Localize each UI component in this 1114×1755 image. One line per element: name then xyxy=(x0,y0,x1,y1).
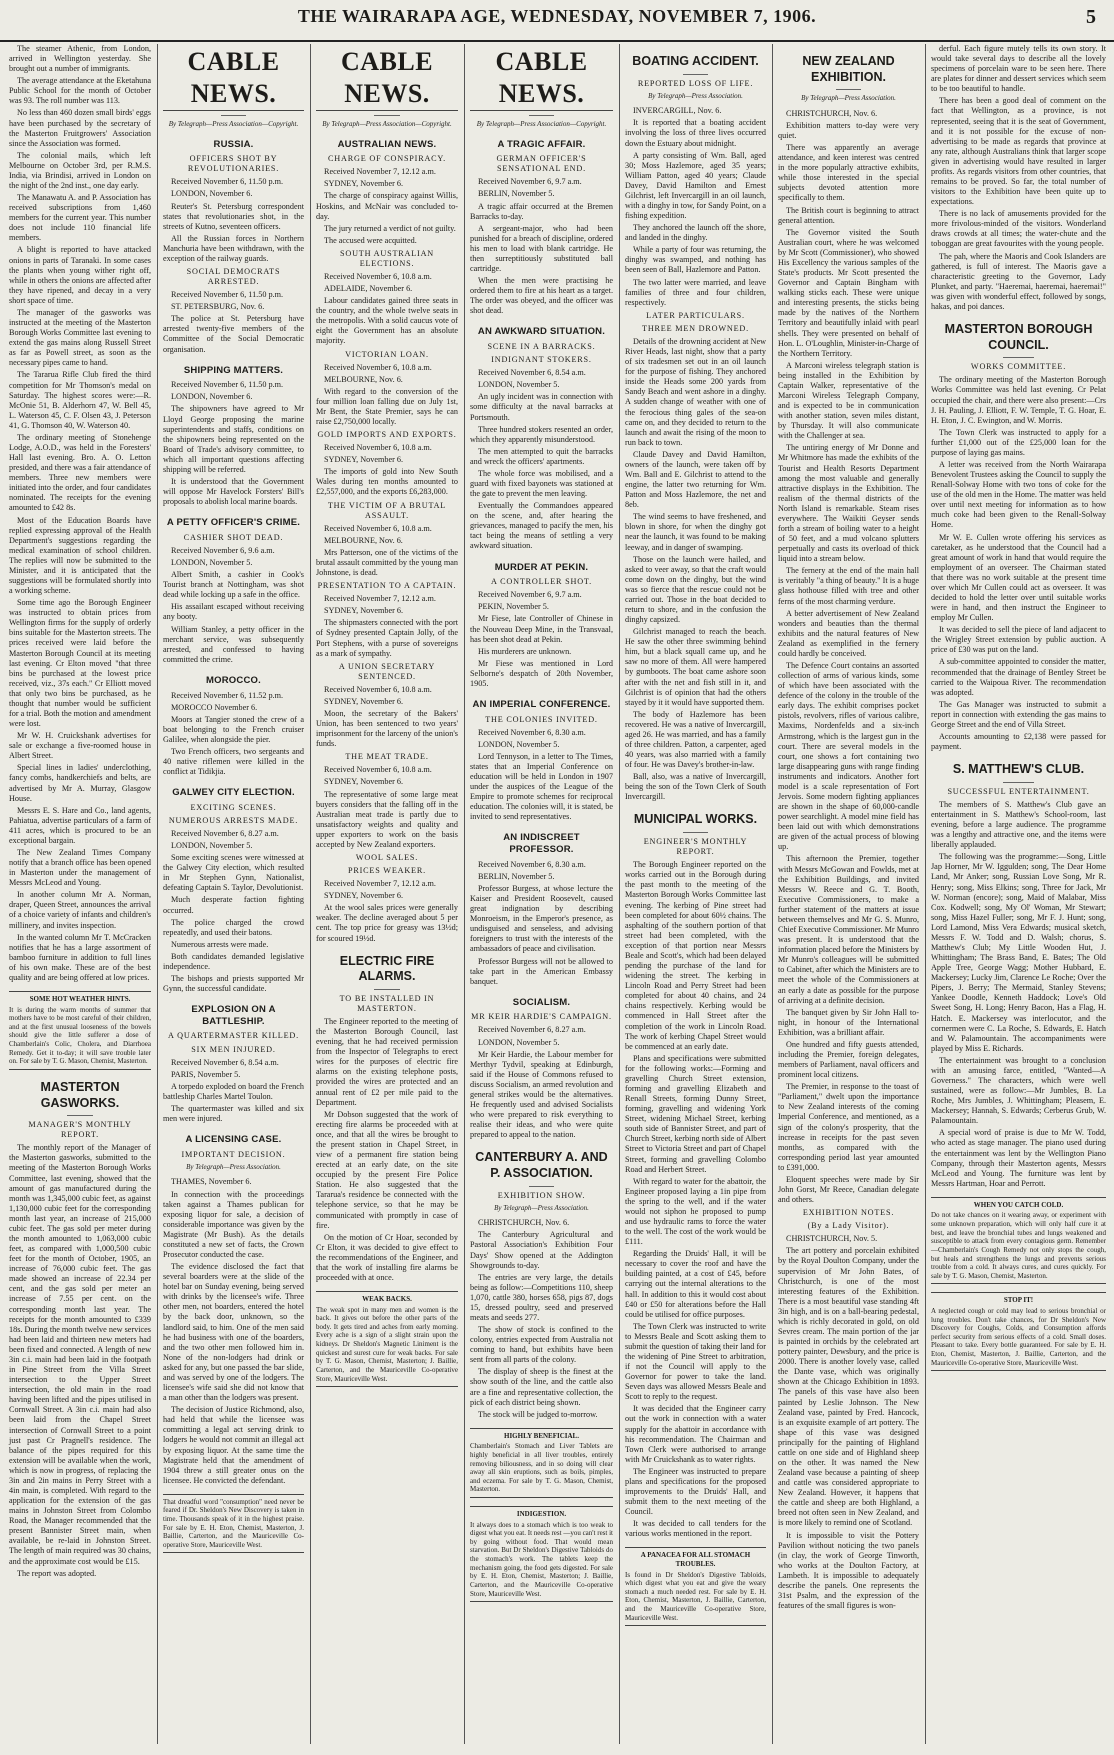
paragraph: Received November 6, 8.54 a.m. xyxy=(171,1057,279,1067)
advertisement-text: The weak spot in many men and women is the back. It gives out before the other parts of the body. It gets tired and aches from early morning. Every ache is a sign of a slight strain upon the kidneys. Dr Sheldon's Magnetic Liniment is the quickest and surest cure for weak backs. For sale by T. G. Mason, Chemist, Masterton; J. Baillie, Carterton, and the Mauriceville Co-operative Store, Mauriceville West. xyxy=(316,1305,458,1383)
paragraph: The Town Clerk was instructed to write to Messrs Beale and Scott asking them to submit the question of taking their land for the widening of Pine Street to arbitration, if not the Council will apply to the Governor for power to take the land. Seven days was allowed Messrs Beale and Scott to reply to the request. xyxy=(625,1321,766,1402)
paragraph: LONDON, November 5. xyxy=(171,841,253,851)
paragraph: A sergeant-major, who had been punished for a breach of discipline, ordered his men to load with blank cartridge. He then surreptitiously substituted ball cartridge. xyxy=(470,223,613,273)
advertisement-title: SOME HOT WEATHER HINTS. xyxy=(29,995,131,1004)
paragraph: All the Russian forces in Northern Manchuria have been withdrawn, with the exception of the railway guards. xyxy=(163,233,304,263)
paragraph: Mr W. H. Cruickshank advertises for sale or exchange a five-roomed house in Albert Street. xyxy=(9,731,151,761)
divider xyxy=(374,989,400,990)
subheading: IMPORTANT DECISION. xyxy=(181,1149,286,1159)
paragraph: Ball, also, was a native of Invercargill, being the son of the Town Clerk of South Invercargill. xyxy=(625,772,766,802)
section-title: CABLE NEWS. xyxy=(316,46,458,111)
subheading: NUMEROUS ARRESTS MADE. xyxy=(168,815,299,825)
paragraph: Claude Davey and David Hamilton, owners of the launch, were taken off by Wm. Ball and E. Gilchrist to attend to the engine, the latter two returning for Wm. Patton and Moss Hazlemore, the net and 8eb. xyxy=(625,449,766,510)
subheading: MR KEIR HARDIE'S CAMPAIGN. xyxy=(471,1012,612,1022)
subheading: THREE MEN DROWNED. xyxy=(642,323,749,333)
paragraph: The Tararua Rifle Club fired the third competition for Mr Thomson's medal on Saturday. The highest scores were:—R. McOnie 51, B. Alderhorn 47, W. Bell 45, L. Waterson 45, C. F. Olsen 43, J. Peterson 41, G. Thomson 40, W. Waterson 40. xyxy=(9,370,151,430)
paragraph: The New Zealand Times Company notify that a branch office has been opened in Masterton under the management of Messrs McLeod and Young. xyxy=(9,848,151,888)
advertisement-text: Chamberlain's Stomach and Liver Tablets are highly beneficial in all liver troubles, entirely removing biliousness, and in so doing will clear away all skin eruptions, such as boils, pimples, and eczema. For sale by T. G. Mason, Chemist, Masterton. xyxy=(470,1442,613,1494)
subheading: THE COLONIES INVITED. xyxy=(485,714,598,724)
paragraph: Professor Burgess, at whose lecture the Kaiser and President Roosevelt, caused great indignation by describing Monroeism, in the Emperor's presence, as undisguised and senseless, and advising foreigners to trust with the interests of the ambassadors of peace and civilisation. xyxy=(470,883,613,954)
subheading: WORKS COMMITTEE. xyxy=(970,362,1067,372)
advertisement-title: HIGHLY BENEFICIAL. xyxy=(504,1431,579,1440)
paragraph: Mr Keir Hardie, the Labour member for Merthyr Tydvil, speaking at Edinburgh, said if the House of Commons refused to discuss Socialism, an armed revolution and general strikes would be the alternatives. He frequently used and advised Socialists who were prepared to risk everything to realise their ideas, and who were quite prepared to appeal to the nation. xyxy=(470,1049,613,1140)
paragraph: A sub-committee appointed to consider the matter, recommended that the drainage of Bentley Street be carried to the Waipoua River. The recommendation was adopted. xyxy=(931,657,1106,697)
paragraph: One hundred and fifty guests attended, including the Premier, foreign delegates, members of Parliament, naval officers and prominent local citizens. xyxy=(778,1039,919,1080)
paragraph: Received November 7, 12.12 a.m. xyxy=(324,879,436,889)
paragraph: The manager of the gasworks was instructed at the meeting of the Masterton Borough Works Committee last evening to extend the gas mains along Russell Street as far as Powell street, as soon as the necessary pipes came to hand. xyxy=(9,307,151,368)
paragraph: It was decided that the Engineer carry out the work in connection with a water supply for the abattoir in accordance with his recommendation. The Chairman and Town Clerk were authorised to arrange with Mr Cruickshank as to water rights. xyxy=(625,1404,766,1464)
divider xyxy=(374,115,400,116)
article-headline: ELECTRIC FIRE ALARMS. xyxy=(339,953,435,984)
subheading: ENGINEER'S MONTHLY REPORT. xyxy=(643,837,748,857)
subheading: LATER PARTICULARS. xyxy=(646,310,745,320)
paragraph: There has been a good deal of comment on the fact that Wellington, as a province, is not represented, seeing that it is the seat of Government, and it is not possible for the excuse of non-advertising to be made as regards that province at any rate, although Australians think that larger scope given in advertising would have resulted in larger profits. As regards visitors from other countries, that remains to be proved. So far, the total number of visitors to the Exhibition have been quite up to expectations. xyxy=(931,96,1106,207)
advertisement xyxy=(470,1428,613,1498)
paragraph: The police charged the crowd repeatedly, and used their batons. xyxy=(163,917,304,937)
paragraph: It is understood that the Government will oppose Mr Havelock Forsters' Bill's proposals to abolish local marine boards. xyxy=(163,477,304,507)
paragraph: On the motion of Cr Hoar, seconded by Cr Elton, it was decided to give effect to the recommendations of the Engineer, and that the work of installing fire alarms be proceeded with at once. xyxy=(316,1232,458,1282)
paragraph: The jury returned a verdict of not guilty. xyxy=(324,223,456,233)
paragraph: SYDNEY, November 6. xyxy=(324,455,403,465)
paragraph: SYDNEY, November 6. xyxy=(324,179,403,189)
subheading: A QUARTERMASTER KILLED. xyxy=(168,1031,299,1041)
paragraph: They anchored the launch off the shore, and landed in the dinghy. xyxy=(625,223,766,243)
paragraph: Received November 6, 10.8 a.m. xyxy=(324,765,432,775)
paragraph: It was decided to call tenders for the various works mentioned in the report. xyxy=(625,1519,766,1539)
paragraph: The fernery at the end of the main hall is veritably "a thing of beauty." It is a huge glass hothouse filled with tree and other ferns of the most charming verdure. xyxy=(778,566,919,606)
paragraph: The Engineer reported to the meeting of the Masterton Borough Council, last evening, that he had received permission from the Inspector of Telegraphs to erect wires for the purposes of electric fire alarms on the existing telephone posts, provided the wires are protected and an annual rent of £2 per mile paid to the Department. xyxy=(316,1017,458,1107)
advertisement-text: It always does to a stomach which is too weak to digest what you eat. It needs rest —you can't rest it by going without food. That would mean starvation. But Dr Sheldon's Digestive Tabloids do the stomach's work. The tablets keep the mechanism going, the food gets digested. For sale by E. H. Eton, Chemist, Masterton; J. Baillie, Carterton, and the Mauriceville Co-operative Store, Mauriceville West. xyxy=(470,1520,613,1598)
advertisement-title: STOP IT! xyxy=(1003,1296,1034,1305)
advertisement xyxy=(163,1494,304,1554)
paragraph: The entries are very large, the details being as follow:—Competitions 110, sheep 1,070, cattle 380, horses 658, pigs 87, dogs 15, dressed poultry, seed and preserved meats and seeds 277. xyxy=(470,1272,613,1322)
paragraph: The shipmasters connected with the port of Sydney presented Captain Jolly, of the Port Stephens, with a purse of sovereigns as a mark of sympathy. xyxy=(316,618,458,658)
paragraph: Moors at Tangier stoned the crew of a boat belonging to the French cruiser Galilee, when alongside the pier. xyxy=(163,714,304,744)
subheading: A UNION SECRETARY SENTENCED. xyxy=(338,661,436,681)
paragraph: SYDNEY, November 6. xyxy=(324,777,403,787)
advertisement xyxy=(931,1197,1106,1284)
paragraph: There is no lack of amusements provided for the more frivolous-minded of the visitors. Wonderland draws crowds at all times; the water-chute and the toboggan are great favourites with the young people. xyxy=(931,209,1106,249)
paragraph: The Engineer was instructed to prepare plans and specifications for the proposed improvements to the Druids' Hall, and submit them to the next meeting of the Council. xyxy=(625,1466,766,1517)
section-title: CABLE NEWS. xyxy=(163,46,304,111)
paragraph: A torpedo exploded on board the French battleship Charles Martel Toulon. xyxy=(163,1081,304,1101)
paragraph: A letter was received from the North Wairarapa Benevolent Trustees asking the Council to supply the Renall-Solway Home with two tons of coke for the use of the old men in the Home. The matter was held over until next meeting for information as to how much coke had been given to the Renall-Solway Home. xyxy=(931,459,1106,530)
subheading: SUCCESSFUL ENTERTAINMENT. xyxy=(947,786,1090,796)
divider xyxy=(529,115,555,116)
paragraph: The decision of Justice Richmond, also, had held that while the licensee was committing a legal act serving drink to lodgers he would not commit an illegal act by exposing liquor. At the same time the Magistrate held that the amendment of 1904 threw a still greater onus on the licensee. He convicted the defendant. xyxy=(163,1405,304,1485)
subheading: SOCIAL DEMOCRATS ARRESTED. xyxy=(186,267,281,287)
paragraph: His murderers are unknown. xyxy=(478,646,572,656)
paragraph: The accused were acquitted. xyxy=(324,235,417,245)
subheading: OFFICERS SHOT BY REVOLUTIONARIES. xyxy=(187,154,280,174)
subheading: A CONTROLLER SHOT. xyxy=(491,577,592,587)
paragraph: Received November 6, 10.8 a.m. xyxy=(324,523,432,533)
paragraph: MELBOURNE, Nov. 6. xyxy=(324,374,403,384)
advertisement-title: A PANACEA FOR ALL STOMACH TROUBLES. xyxy=(640,1551,751,1569)
paragraph: The men attempted to quit the barracks and wreck the officers' apartments. xyxy=(470,446,613,466)
paragraph: Gilchrist managed to reach the beach. He saw the other three swimming behind him, but a black squall came up, and he saw no more of them. All were hampered by gumboots. The boat came ashore soon after with the net and fish still in it, and Gilchrist is of opinion that had the others stayed by it it would have supported them. xyxy=(625,627,766,707)
paragraph: The entertainment was brought to a conclusion with an amusing farce, entitled, "Wanted—A Governess." The characters, which were well sustained, were as follow:—Mr Jumbles, B. La Roche, Mrs Jumbles, J. Whittingham; Pleasem, E. Mackersey; Hannah, S. Edwards; Cerberus Grub, W. Palamountain. xyxy=(931,1055,1106,1126)
paragraph: MELBOURNE, Nov. 6. xyxy=(324,535,403,545)
paragraph: The body of Hazlemore has been recovered. He was a native of Invercargill, aged 26. He was married, and has a family of three children. Patton, a carpenter, aged 40 years, was also married with a family of four. He was Davey's brother-in-law. xyxy=(625,709,766,770)
advertisement-title: INDIGESTION. xyxy=(516,1510,567,1519)
section-heading: AN INDISCREET PROFESSOR. xyxy=(503,832,580,856)
column-6 xyxy=(773,44,924,1744)
divider xyxy=(683,832,708,833)
paragraph: LONDON, November 5. xyxy=(171,558,253,568)
subheading: WOOL SALES. xyxy=(355,852,419,862)
paragraph: The British court is beginning to attract general attention. xyxy=(778,205,919,225)
paragraph: A party consisting of Wm. Ball, aged 30; Moss Hazlemore, aged 35 years; William Patton, aged 40 years; Claude Davey, David Hamilton and Ernest Gilchrist, left Invercargill in an oil launch, with a dinghy in tow, for Sandy Point, on a fishing expedition. xyxy=(625,150,766,221)
section-heading: AN AWKWARD SITUATION. xyxy=(477,326,606,338)
paragraph: Received November 6, 11.50 p.m. xyxy=(171,380,284,390)
advertisement xyxy=(316,1291,458,1387)
column-7 xyxy=(926,44,1111,1744)
divider xyxy=(1003,357,1035,358)
paragraph: LONDON, November 5. xyxy=(478,1037,560,1047)
paragraph: Most of the Education Boards have replied expressing approval of the Health Department's suggestions regarding the medical examination of school children. The replies will now be submitted to the Minister, and it is anticipated that the suggestions will be formulated shortly into a working scheme. xyxy=(9,515,151,596)
paragraph: The bishops and priests supported Mr Gynn, the successful candidate. xyxy=(163,973,304,994)
paragraph: Received November 6, 10.8 a.m. xyxy=(324,362,432,372)
paragraph: LONDON, November 5. xyxy=(478,380,560,390)
section-heading: A LICENSING CASE. xyxy=(185,1134,282,1146)
divider xyxy=(683,74,708,75)
paragraph: The ordinary meeting of the Masterton Borough Works Committee was held last evening. Cr Pelat occupied the chair, and there were also present:—Crs J. H. Pauling, J. Elliott, F. W. Temple, T. G. Hoar, E. H. Eton, J. C. Ewington, and W. Morris. xyxy=(931,375,1106,425)
paragraph: The Canterbury Agricultural and Pastoral Association's Exhibition Four Days' Show opened at the Addington Showgrounds to-day. xyxy=(470,1230,613,1270)
article-headline: MASTERTON GASWORKS. xyxy=(40,1079,120,1110)
paragraph: Plans and specifications were submitted for the following works:—Forming and gravelling Church Street extension, forming and gravelling Elizabeth and Renall Streets, forming Dunny Street, forming, gravelling and widening York Street, widening Michael Street, kerbing south side of Bannister Street, and part of Church Street, kerbing north side of Albert Street to Victoria Street and part of Chapel Street, forming and gravelling Colombo Road and Herbert Street. xyxy=(625,1053,766,1174)
paragraph: Received November 6, 11.50 p.m. xyxy=(171,177,284,187)
section-heading: A TRAGIC AFFAIR. xyxy=(497,138,586,150)
paragraph: It was decided to sell the piece of land adjacent to the Wrigley Street extension by public auction. A price of £30 was put on the land. xyxy=(931,625,1106,655)
paragraph: Received November 7, 12.12 a.m. xyxy=(324,167,436,177)
paragraph: Some exciting scenes were witnessed at the Galwey City election, which resulted in Mr Stephen Gynn, Nationalist, defeating Captain S. Taylor, Devolutionist. xyxy=(163,853,304,893)
subheading: CASHIER SHOT DEAD. xyxy=(183,532,284,542)
divider xyxy=(67,1115,93,1116)
paragraph: Mr Fiese was mentioned in Lord Selborne's despatch of 20th November, 1905. xyxy=(470,658,613,688)
subheading: VICTORIAN LOAN. xyxy=(345,349,429,359)
paragraph: His assailant escaped without receiving any booty. xyxy=(163,602,304,622)
paragraph: It is impossible to visit the Pottery Pavilion without noticing the two panels (in clay, the work of George Tinworth, who works at the Doulton Factory, at Lambeth. It is impossible to adequately describe the panels. One represents the 31st Psalm, and the expression of the features of the small figures is won- xyxy=(778,1530,919,1611)
paragraph: Professor Burgess will not be allowed to take part in the American Embassy banquet. xyxy=(470,956,613,986)
paragraph: Received November 6, 10.8 a.m. xyxy=(324,272,432,281)
subheading: INDIGNANT STOKERS. xyxy=(491,355,592,365)
paragraph: Lord Tennyson, in a letter to The Times, states that an Imperial Conference on education will be held in London in 1907 under the auspices of the League of the Empire to promote schemes for reciprocal education. The colonies will, it is stated, be invited to send representatives. xyxy=(470,751,613,822)
section-heading: A PETTY OFFICER'S CRIME. xyxy=(166,517,301,529)
paragraph: The Defence Court contains an assorted collection of arms of various kinds, some of which have been associated with the defence of the colony in the trouble of the early days. The exhibit comprises pocket pistols, revolvers, rifles of various calibre, Maxims, Nordenfelds and a six-inch Armstrong, which is the largest gun in the court. There are several models in the court, one shows a fort containing two large disappearing guns with range finding instruments and indicators. Another fort model is a scale representation of Fort Jervois. Some modern fighting appliances are shown in the shape of 60,000-candle power searchlight. A model mine field has been laid out with which demonstrations are given of the actual process of blowing up. xyxy=(778,661,919,852)
byline: By Telegraph—Press Association. xyxy=(801,94,896,103)
column-5 xyxy=(620,44,771,1744)
paragraph: derful. Each figure mutely tells its own story. It would take several days to describe all the lovely specimens of porcelain ware to be seen here. There are plates for dinner and dessert services which seem to be too beautiful to handle. xyxy=(931,44,1106,94)
subheading: SIX MEN INJURED. xyxy=(191,1044,276,1054)
section-heading: EXPLOSION ON A BATTLESHIP. xyxy=(191,1004,276,1027)
byline: By Telegraph—Press Association. xyxy=(648,91,743,100)
paragraph: Three hundred stokers resented an order, which they apparently misunderstood. xyxy=(470,424,613,444)
paragraph: Received November 6, 8.27 a.m. xyxy=(171,828,279,838)
column-1 xyxy=(4,44,156,1744)
section-heading: MURDER AT PEKIN. xyxy=(494,561,589,573)
paragraph: Eloquent speeches were made by Sir John Gorst, Mr Reece, Canadian delegate and others. xyxy=(778,1174,919,1205)
paragraph: The average attendance at the Eketahuna Public School for the month of October was 93. The roll number was 113. xyxy=(9,76,151,106)
paragraph: Exhibition matters to-day were very quiet. xyxy=(778,120,919,141)
paragraph: The colonial mails, which left Melbourne on October 3rd, per R.M.S. India, via Brindisi, arrived in London on the night of the 2nd inst., one day early. xyxy=(9,150,151,191)
paragraph: The show of stock is confined to the colony, entries expected from Australia not coming to hand, but exhibits have been sent from all parts of the colony. xyxy=(470,1325,613,1365)
paragraph: The monthly report of the Manager of the Masterton gasworks, submitted to the meeting of the Masterton Borough Works Committee, last evening, showed that the amount of gas manufactured during the month was 1,345,000 cubic feet, as against 1,130,000 cubic feet for the corresponding month last year, an increase of 215,000 cubic feet. The gas sold per meter during the month amounted to 1,063,000 cubic feet, as compared with 1,000,500 cubic feet for the month of October, 1905, an increase of 76,000 cubic feet. The gas made showed an increase of 22.34 per cent, and the gas sold per meter an increase of 7.55 per cent. on the corresponding month last year. The receipts for the month amounted to £339 18s. During the month twelve new services had been laid and thirteen new meters had been fixed and connected. A length of new 3in c.i. main had been laid in the footpath in Pine Street from the Villa Street intersection to the Upper Street intersection, the old main in the road having been lifted and the pipes utilised in Cornwall Street. A 3in c.i. main had also been laid from the Chapel Street intersection of Cornwall Street to a point just past Cr Pragnell's residence. The balance of the pipes required for this extension will be available when the work, which is now in progress, of replacing the 3in and 2in mains in Perry Street with a 4in main, is completed. With regard to the application for the extension of the gas mains in Johnston Street from Colombo Road, the Manager recommended that the present Bannister Street main, when available, be re-laid in Johnston Street. The length of main required was 30 chains, and the approximate cost would be £15. xyxy=(9,1143,151,1566)
paragraph: The Town Clerk was instructed to apply for a further £1,000 out of the £25,000 loan for the purpose of laying gas mains. xyxy=(931,427,1106,457)
paragraph: This afternoon the Premier, together with Messrs McGowan and Fowlds, met at the Exhibition Buildings, and invited Messrs W. Reece and G. T. Booth, Executive Commissioners, to make a further statement of the matters at issue between themselves and Mr G. S. Munro, Chief Executive Commissioner. Mr Munro was present. It is understood that the information placed before the Ministers by Mr Munro's colleagues will be submitted to Cabinet, after which the Ministers are to meet the whole of the Commissioners at an early a date as possible for the purpose of arriving at a definite decision. xyxy=(778,854,919,1005)
subheading: EXCITING SCENES. xyxy=(190,802,277,812)
paragraph: The banquet given by Sir John Hall to-night, in honour of the International Exhibition, was a brilliant affair. xyxy=(778,1007,919,1037)
paragraph: William Stanley, a petty officer in the merchant service, was subsequently arrested, and confessed to having committed the crime. xyxy=(163,624,304,664)
paragraph: Received November 6, 11.50 p.m. xyxy=(171,290,284,300)
subheading: GERMAN OFFICER'S SENSATIONAL END. xyxy=(496,154,587,174)
paragraph: The untiring energy of Mr Donne and Mr Whitmore has made the exhibits of the Tourist and Health Resorts Department among the most valuable and generally attractive displays in the Exhibition. The realism of the thermal districts of the North Island is remarkable. Steam rises everywhere. The Waikiti Geyser sends forth a stream of boiling water to a height of 50 feet, and a mud volcano splutters perpetually and casts its overload of thick liquid into a stream below. xyxy=(778,443,919,564)
advertisement-text: A neglected cough or cold may lead to serious bronchial or lung troubles. Don't take chances, for Dr Sheldon's New Discovery for Coughs, Colds, and Consumption affords perfect security from serious effects of a cold. Small doses. Pleasant to take. Every bottle guaranteed. For sale by E. H. Eton, Chemist, Masterton, J. Baillie, Carterton, and the Mauriceville Co-operative Store, Mauriceville West. xyxy=(931,1306,1106,1367)
paragraph: BERLIN, November 5. xyxy=(478,189,555,199)
paragraph: A special word of praise is due to Mr W. Todd, who acted as stage manager. The piano used during the entertainment was lent by the Wellington Piano Company, through their Masterton agents, Messrs McLeod and Young. The furniture was lent by Messrs Hartman, Hoar and Perrott. xyxy=(931,1128,1106,1188)
article-headline: NEW ZEALAND EXHIBITION. xyxy=(802,54,895,84)
paragraph: Received November 6, 8.30 a.m. xyxy=(478,727,586,737)
paragraph: Regarding the Druids' Hall, it will be necessary to cover the roof and have the building painted, at a cost of £45, before carrying out the internal alterations to the hall. In addition to this it would cost about £40 or £50 for alterations before the Hall could be utilised for office purposes. xyxy=(625,1249,766,1319)
paragraph: Mr Dobson suggested that the work of erecting fire alarms be proceeded with at once, and that all the wires be brought to the present station in Chapel Street, in view of a permanent fire station being erected at an early date, on the site occupied by the present Fire Police Station. He also suggested that the Tararua's residence be connected with the telephone service, so that he may be communicated with promptly in case of fire. xyxy=(316,1109,458,1230)
paragraph: No less than 460 dozen small birds' eggs have been purchased by the secretary of the Masterton Fruitgrowers' Association since the Association was formed. xyxy=(9,108,151,148)
paragraph: A tragic affair occurred at the Bremen Barracks to-day. xyxy=(470,201,613,221)
paragraph: The shipowners have agreed to Mr Lloyd George proposing the marine superintendents and staffs, conditions on the shipowners being represented on the Board of Trade's advisory committee, to which all important questions affecting shipping will be referred. xyxy=(163,404,304,474)
paragraph: Received November 6, 10.8 a.m. xyxy=(324,684,432,694)
paragraph: Albert Smith, a cashier in Cook's Tourist branch at Nottingham, was shot dead while locking up a safe in the office. xyxy=(163,570,304,600)
divider xyxy=(836,89,861,90)
paragraph: Reuter's St. Petersburg correspondent states that revolutionaries shot, in the streets of Kutno, seventeen officers. xyxy=(163,201,304,231)
paragraph: Received November 6, 9.6 a.m. xyxy=(171,545,275,555)
paragraph: Received November 6, 8.30 a.m. xyxy=(478,859,586,869)
paragraph: An ugly incident was in connection with some difficulty at the naval barracks at Portsmouth. xyxy=(470,392,613,422)
paragraph: MOROCCO November 6. xyxy=(171,702,258,712)
paragraph: With regard to water for the abattoir, the Engineer proposed laying a 1in pipe from the spring to the well, and if the water would not siphon he proposed to pump and use hydraulic rams to force the water to the well. The cost of the work would be £111. xyxy=(625,1176,766,1247)
subheading: PRICES WEAKER. xyxy=(348,866,426,876)
paragraph: SYDNEY, November 6. xyxy=(324,696,403,706)
paragraph: With regard to the conversion of the four million loan falling due on July 1st, Mr Bent, the State Premier, says he can raise £2,750,000 locally. xyxy=(316,386,458,427)
paragraph: The Borough Engineer reported on the works carried out in the Borough during the past month to the meeting of the Masterton Borough Works Committee last evening. The kerbing of Pine street had been completed for about 60½ chains. The asphalting of the southern portion of that street had been completed, with the exception of that portion near Messrs Beale and Scott's, which had been delayed pending the purchase of the land for widening the street. The kerbing in Lincoln Road and Perry Street had been completed for about 40 chains, and 24 chains respectively. Kerbing would be commenced in Hall Street after the completion of the work in Lincoln Road. The work of kerbing Chapel Street would be commenced at an early date. xyxy=(625,860,766,1051)
advertisement-text: Do not take chances on it wearing away, or experiment with some unknown preparation, which will only half cure it at best, and leave the bronchial tubes and lungs weakened and susceptible to attack from every contagious germ. Remember—Chamberlain's Cough Remedy not only stops the cough, but heals and strengthens the lungs and prevents serious trouble from a cold. It always cures, and cures quickly. For sale by T. G. Mason, Chemist, Masterton. xyxy=(931,1211,1106,1280)
paragraph: The display of sheep is the finest at the show south of the line, and the cattle also are a fine and representative collection, the pick of each district being shown. xyxy=(470,1367,613,1407)
section-heading: RUSSIA. xyxy=(213,138,254,150)
paragraph: While a party of four was returning, the dinghy was swamped, and nothing has been seen of Ball, Hazlemore and Patton. xyxy=(625,245,766,275)
paragraph: The Governor visited the South Australian court, where he was welcomed by Mr Scott (Commissioner), who showed His Excellency the various samples of the State's products. Mr Scott presented the Governor and Captain Bingham with walking sticks each. These were unique and interesting presents, the sticks being made by the natives of the Northern Territory and beautifully inlaid with pearl shells. They were presented on behalf of Hon. L. O'Loughlin, Minister-in-Charge of the Northern Territory. xyxy=(778,227,919,358)
paragraph: The charge of conspiracy against Willis, Hoskins, and McNair was concluded to-day. xyxy=(316,191,458,221)
paragraph: The Manawatu A. and P. Association has received subscriptions from 1,460 members for the current year. This number does not include 110 financial life members. xyxy=(9,193,151,243)
paragraph: A blight is reported to have attacked onions in parts of Taranaki. In some cases the plants when young wither right off, while in others the onions are affected after they have ripened, and decay in a very short space of time. xyxy=(9,245,151,305)
divider xyxy=(1003,782,1035,783)
paragraph: BERLIN, November 5. xyxy=(478,871,555,881)
column-4 xyxy=(465,44,618,1744)
section-heading: SHIPPING MATTERS. xyxy=(183,364,284,376)
subheading: MANAGER'S MONTHLY REPORT. xyxy=(28,1120,132,1140)
paragraph: ST. PETERSBURG, Nov. 6. xyxy=(171,302,265,312)
paragraph: Numerous arrests were made. xyxy=(171,939,269,949)
paragraph: Received November 6, 10.8 a.m. xyxy=(324,443,432,453)
subheading: THE VICTIM OF A BRUTAL ASSAULT. xyxy=(327,500,447,520)
paragraph: The police at St. Petersburg have arrested twenty-five members of the Committee of the Social Democratic organisation. xyxy=(163,314,304,354)
paragraph: The members of S. Matthew's Club gave an entertainment in S. Matthew's School-room, last evening, before a large audience. The programme was a lengthy and attractive one, and the items were liberally applauded. xyxy=(931,799,1106,850)
subheading: EXHIBITION SHOW. xyxy=(497,1190,586,1200)
advertisement xyxy=(625,1547,766,1626)
paragraph: SYDNEY, November 6. xyxy=(324,606,403,616)
paragraph: The Premier, in response to the toast of "Parliament," dwelt upon the importance to New Zealand interests of the coming Imperial Conference, and mentioned, as a sign of the colony's prosperity, that the increase in receipts for the past seven months, as compared with the corresponding period last year amounted to £391,000. xyxy=(778,1082,919,1172)
section-title: CABLE NEWS. xyxy=(470,46,613,111)
byline: By Telegraph—Press Association—Copyright. xyxy=(476,119,607,128)
paragraph: In connection with the proceedings taken against a Thames publican for exposing liquor for sale, a decision of considerable importance was given by the Magistrate (Mr Bush). As the details constituted a new set of facts, the Crown Prosecutor conducted the case. xyxy=(163,1189,304,1260)
paragraph: In another column Mr A. Norman, draper, Queen Street, announces the arrival of a choice variety of infants and children's millinery, and invites inspection. xyxy=(9,890,151,930)
paragraph: LONDON, November 5. xyxy=(478,739,560,749)
paragraph: It is reported that a boating accident involving the loss of three lives occurred down the Estuary about midnight. xyxy=(625,118,766,148)
paragraph: At the wool sales prices were generally weaker. The decline averaged about 5 per cent. The top price for greasy was 13½d; for scoured 19½d. xyxy=(316,903,458,943)
byline: By Telegraph—Press Association. xyxy=(494,1203,589,1212)
paragraph: Details of the drowning accident at New River Heads, last night, show that a party of six tradesmen set out in an oil launch for the purpose of fishing. They anchored inside the Heads some 200 yards from Sandy Beach and went ashore in a dinghy. A sudden change of weather with one of the ferocious thing gales of the sea-on came on, and they decided to return to the launch and await the rising of the moon to run back to town. xyxy=(625,336,766,447)
paragraph: In the wanted column Mr T. McCracken notifies that he has a large assortment of bamboo furniture in addition to full lines of his own make. These are of the best quality and are being offered at low prices. xyxy=(9,932,151,982)
paragraph: ADELAIDE, November 6. xyxy=(324,284,413,294)
byline: By Telegraph—Press Association—Copyright. xyxy=(168,119,299,128)
paragraph: The evidence disclosed the fact that several boarders were at the slide of the hotel bar on Sunday evening, being served with drinks by the licensee's wife. Three other men, not boarders, entered the hotel by the back door, unknown, so the landlord said, to him. One of the men said he had business with one of the boarders, and the two other men followed him in. None of the non-lodgers had drink or asked for any, but one passed the bar slide, and was served by one of the lodgers. The licensee's wife said she did not know that a man other than the lodgers was present. xyxy=(163,1262,304,1403)
subheading: TO BE INSTALLED IN MASTERTON. xyxy=(339,993,435,1013)
paragraph: The Gas Manager was instructed to submit a report in connection with extending the gas mains to George Street and the end of Villa Street. xyxy=(931,699,1106,729)
paragraph: Moon, the secretary of the Bakers' Union, has been sentenced to two years' imprisonment for the larceny of the union's funds. xyxy=(316,708,458,749)
byline: By Telegraph—Press Association. xyxy=(186,1162,281,1171)
paragraph: Mr Fiese, late Controller of Chinese in the Nouveau Deep Mine, in the Transvaal, has been shot dead at Pekin. xyxy=(470,614,613,644)
paragraph: The following was the programme:—Song, Little Jap Horner, Mr W. Iggulden; song, The Dear Home Land, Mr Anker; song, Russian Love Song, Mr R. Henry; song, Miss Elkins; song, Three for Jack, Mr W. Norman (encore); song, Maid of Malabar, Miss Cox. Kodwell; song, My Ol' Woman, Mr Stewart; song, Miss Hazel Fuller; song, Mr F. J. Hunt; song, Lord Lamond, Miss Vera Edwards; musical sketch, Messrs F. W. Todd and D. Walsh; chorus, S. Matthew's Club; My Little Wooden Hut, J. Whittingham; The Brass Band, E. Bates; The Old Apple Tree, George Wagg; Mother Hubbard, E. Mackersey; Lucky Jim, Clarence Le Roche; Over the Pipers, J. Berry; The Mermaid, Stanley Stevens; Yankee Doodle, Kenneth Haddock; Love's Old Sweet Song, H. Long; Henry Bacon, Has a Flag, H. Hatch. E. Mackersey was interlocutor, and the cornermen were C. La Roche, S. Edwards, E. Hatch and W. Palamountain. The accompaniments were played by Miss E. Richards. xyxy=(931,852,1106,1053)
paragraph: Received November 6, 8.27 a.m. xyxy=(478,1025,586,1035)
divider xyxy=(529,1186,555,1187)
paragraph: PARIS, November 5. xyxy=(171,1069,241,1079)
paragraph: The wind seems to have freshened, and blown in shore, for when the dinghy got near the launch, it was found to be making leeway, and in danger of swamping. xyxy=(625,512,766,552)
divider xyxy=(221,115,246,116)
article-headline: MUNICIPAL WORKS. xyxy=(633,812,758,827)
paragraph: Labour candidates gained three seats in the country, and the whole twelve seats in the metropolis. With a solid caucus vote of eight the Government has an absolute majority. xyxy=(316,296,458,346)
paragraph: The two latter were married, and leave families of three and four children, respectively. xyxy=(625,277,766,307)
paragraph: The stock will be judged to-morrow. xyxy=(478,1409,598,1419)
subheading: (By a Lady Visitor). xyxy=(807,1221,890,1231)
article-headline: BOATING ACCIDENT. xyxy=(632,54,759,68)
paragraph: The steamer Athenic, from London, arrived in Wellington yesterday. She brought out a number of immigrants. xyxy=(9,44,151,74)
section-heading: SOCIALISM. xyxy=(512,996,571,1008)
paragraph: INVERCARGILL, Nov. 6. xyxy=(633,106,722,116)
paragraph: Received November 7, 12.12 a.m. xyxy=(324,594,436,604)
paragraph: The imports of gold into New South Wales during ten months amounted to £2,557,000, and the exports £6,283,000. xyxy=(316,467,458,497)
paragraph: Some time ago the Borough Engineer was instructed to obtain prices from Wellington firms for the supply of orderly bins suitable for the Masterton streets. The prices received were laid before the Masterton Borough Council at its meeting last evening. Cr Elton moved "that three bins be purchased at the lowest price received, viz., 37s each." Cr Elliott moved that only two bins be purchased, as he thought that number would be sufficient for a trial. Both the motion and amendment were lost. xyxy=(9,598,151,729)
paragraph: PEKIN, November 5. xyxy=(478,602,549,612)
paragraph: Accounts amounting to £2,138 were passed for payment. xyxy=(931,732,1106,752)
article-headline: MASTERTON BOROUGH COUNCIL. xyxy=(944,322,1093,352)
paragraph: Eventually the Commandoes appeared on the scene, and, after hearing the grievances, managed to pacify the men, his tact being the means of settling a very awkward situation. xyxy=(470,501,613,551)
section-heading: MOROCCO. xyxy=(206,674,261,686)
paragraph: Received November 6, 9.7 a.m. xyxy=(478,177,582,187)
paragraph: Received November 6, 8.54 a.m. xyxy=(478,368,586,378)
paragraph: The art pottery and porcelain exhibited by the Royal Doulton Company, under the supervision of Mr John Bates, of Christchurch, is one of the most interesting features of the Exhibition. There is a most beautiful vase standing 4ft 3in high, and is on a ball-bearing pedestal, which is richly decorated in gold, on old Sevres cream. The main portion of the jar is painted in orchids by the celebrated art pottery painter, Dewsbury, and the price is 2000. There is another lovely vase, called the Dante vase, which was originally shown at the Chicago Exhibition in 1893. The panels of this vase have also been painted by Leslie Johnson. The New Zealand vase, painted by Fred. Hancock, is an exquisite example of art pottery. The shape of this vase was designed principally for the painting of Highland cattle on one side and of Highland sheep on the other. It was named the New Zealand vase because a painting of sheep and cattle was considered appropriate to New Zealand. However, it happens that the cattle and sheep are both Highland, a breed not often seen in New Zealand, and is more likely to remind one of Scotland. xyxy=(778,1246,919,1528)
paragraph: The quartermaster was killed and six men were injured. xyxy=(163,1103,304,1124)
section-heading: AUSTRALIAN NEWS. xyxy=(337,138,437,150)
subheading: SCENE IN A BARRACKS. xyxy=(487,342,596,352)
paragraph: The report was adopted. xyxy=(17,1568,97,1578)
subheading: REPORTED LOSS OF LIFE. xyxy=(637,78,754,88)
subheading: THE MEAT TRADE. xyxy=(345,752,429,762)
paragraph: Mrs Patterson, one of the victims of the brutal assault committed by the young man Johnstone, is dead. xyxy=(316,547,458,578)
page-number: 5 xyxy=(1086,6,1096,28)
paragraph: CHRISTCHURCH, Nov. 6. xyxy=(786,108,878,118)
paragraph: LONDON, November 6. xyxy=(171,392,253,402)
paragraph: A Marconi wireless telegraph station is being installed in the Exhibition by Captain Walker, representative of the Marconi Wireless Telegraph Company, and is expected to be in communication with another station, seven miles distant, by Thursday. It will also communicate with the Challenger at sea. xyxy=(778,360,919,441)
section-heading: GALWEY CITY ELECTION. xyxy=(172,787,295,799)
advertisement-text: It is during the warm months of summer that mothers have to be most careful of their children, and at the first unusual looseness of the bowels should give the little sufferer a dose of Chamberlain's Colic, Cholera, and Diarrhoea Remedy. Get it to-day; it will save trouble later on. For sale by T. G. Mason, Chemist, Masterton. xyxy=(9,1005,151,1066)
subheading: PRESENTATION TO A CAPTAIN. xyxy=(317,581,457,591)
subheading: CHARGE OF CONSPIRACY. xyxy=(328,154,446,164)
column-3 xyxy=(311,44,463,1744)
masthead xyxy=(0,0,1114,42)
paragraph: CHRISTCHURCH, Nov. 5. xyxy=(786,1234,878,1244)
advertisement xyxy=(931,1292,1106,1371)
advertisement-title: WEAK BACKS. xyxy=(362,1295,412,1304)
paragraph: The ordinary meeting of Stonehenge Lodge, A.O.D., was held in the Foresters' Hall last evening. Bro. A. O. Letton presided, and there was a fair attendance of members. Three new members were initiated into the order, and four candidates nominated. The receipts for the evening amounted to £42 8s. xyxy=(9,432,151,513)
section-heading: AN IMPERIAL CONFERENCE. xyxy=(472,699,611,710)
advertisement-text: That dreadful word "consumption" need never be feared if Dr. Sheldon's New Discovery is taken in time. Thousands speak of it in the highest praise. For sale by E. H. Eton, Chemist, Masterton, J. Baillie, Carterton, and the Mauriceville Co-operative Store, Mauriceville West. xyxy=(163,1497,304,1549)
paragraph: The pah, where the Maoris and Cook Islanders are gathered, is full of interest. The Maoris gave a characteristic greeting to the Governor, Lady Plunket, and party. "Haeremai, haeremai, haeremai!" was given with wonderful effect, followed by songs, hakas, and poi dances. xyxy=(931,251,1106,311)
advertisement xyxy=(9,991,151,1070)
paragraph: Special lines in ladies' underclothing, fancy combs, handkerchiefs and belts, are advertised by Mr A. Murray, Glasgow House. xyxy=(9,763,151,803)
paragraph: Messrs E. S. Hare and Co., land agents, Pahiatua, advertise particulars of a farm of 411 acres, which is procured to be an exceptional bargain. xyxy=(9,805,151,845)
paragraph: Both candidates demanded legislative independence. xyxy=(163,951,304,971)
article-headline: CANTERBURY A. AND P. ASSOCIATION. xyxy=(475,1150,608,1180)
paragraph: SYDNEY, November 6. xyxy=(324,891,403,901)
column-2 xyxy=(158,44,309,1744)
paragraph: The whole force was mobilised, and a guard with fixed bayonets was stationed at the gate to prevent the men leaving. xyxy=(470,468,613,499)
paragraph: The representative of some large meat buyers considers that the falling off in the Australian meat trade is partly due to unsatisfactory weights and quality and upper exporters to work on the basis accepted by New Zealand exporters. xyxy=(316,789,458,849)
paragraph: Those on the launch were hailed, and asked to veer away, so that the craft would come down on the dinghy, but the wind was so fierce that the rescue could not be carried out. Those in the boat decided to return to shore, and in the confusion the dinghy capsized. xyxy=(625,554,766,625)
paragraph: Received November 6, 9.7 a.m. xyxy=(478,590,582,600)
paragraph: When the men were practising he ordered them to fire at his heart as a target. The order was obeyed, and the officer was shot dead. xyxy=(470,276,613,316)
paragraph: Two French officers, two sergeants and 40 native riflemen were killed in the conflict at Tidikjia. xyxy=(163,746,304,777)
advertisement xyxy=(470,1506,613,1602)
paragraph: A better advertisement of New Zealand wonders and beauties than the thermal exhibits and the natural features of New Zealand as exemplified in the fernery could hardly be conceived. xyxy=(778,608,919,658)
paragraph: CHRISTCHURCH, Nov. 6. xyxy=(478,1218,570,1228)
subheading: SOUTH AUSTRALIAN ELECTIONS. xyxy=(340,248,434,268)
advertisement-title: WHEN YOU CATCH COLD. xyxy=(973,1200,1064,1209)
article-headline: S. MATTHEW'S CLUB. xyxy=(952,762,1085,777)
byline: By Telegraph—Press Association—Copyright. xyxy=(322,119,452,128)
paragraph: Much desperate faction fighting occurred. xyxy=(163,895,304,915)
advertisement-text: Is found in Dr Sheldon's Digestive Tabloids, which digest what you eat and give the weary stomach a much needed rest. For sale by E. H. Eton, Chemist, Masterton, J. Baillie, Carterton, and the Mauriceville Co-operative Store, Mauriceville West. xyxy=(625,1570,766,1622)
paragraph: There was apparently an average attendance, and keen interest was centred in the more popularly attractive exhibits, while those interested in the special subjects devoted attention more specifically to them. xyxy=(778,143,919,203)
newspaper-title: THE WAIRARAPA AGE, WEDNESDAY, NOVEMBER 7, 1906. xyxy=(297,6,817,26)
paragraph: Mr W. E. Cullen wrote offering his services as caretaker, as he understood that the Council had a great amount of work in hand that would require the employment of an overseer. The Chairman stated that there was no work suitable at the present time over which Mr Cullen could act as overseer. It was decided to hold the letter over until suitable works were in hand, and then instruct the Engineer to employ Mr Cullen. xyxy=(931,532,1106,623)
subheading: EXHIBITION NOTES. xyxy=(802,1208,895,1218)
paragraph: Received November 6, 11.52 p.m. xyxy=(171,690,284,700)
subheading: GOLD IMPORTS AND EXPORTS. xyxy=(317,430,457,440)
paragraph: THAMES, November 6. xyxy=(171,1177,252,1187)
paragraph: LONDON, November 6. xyxy=(171,189,253,199)
